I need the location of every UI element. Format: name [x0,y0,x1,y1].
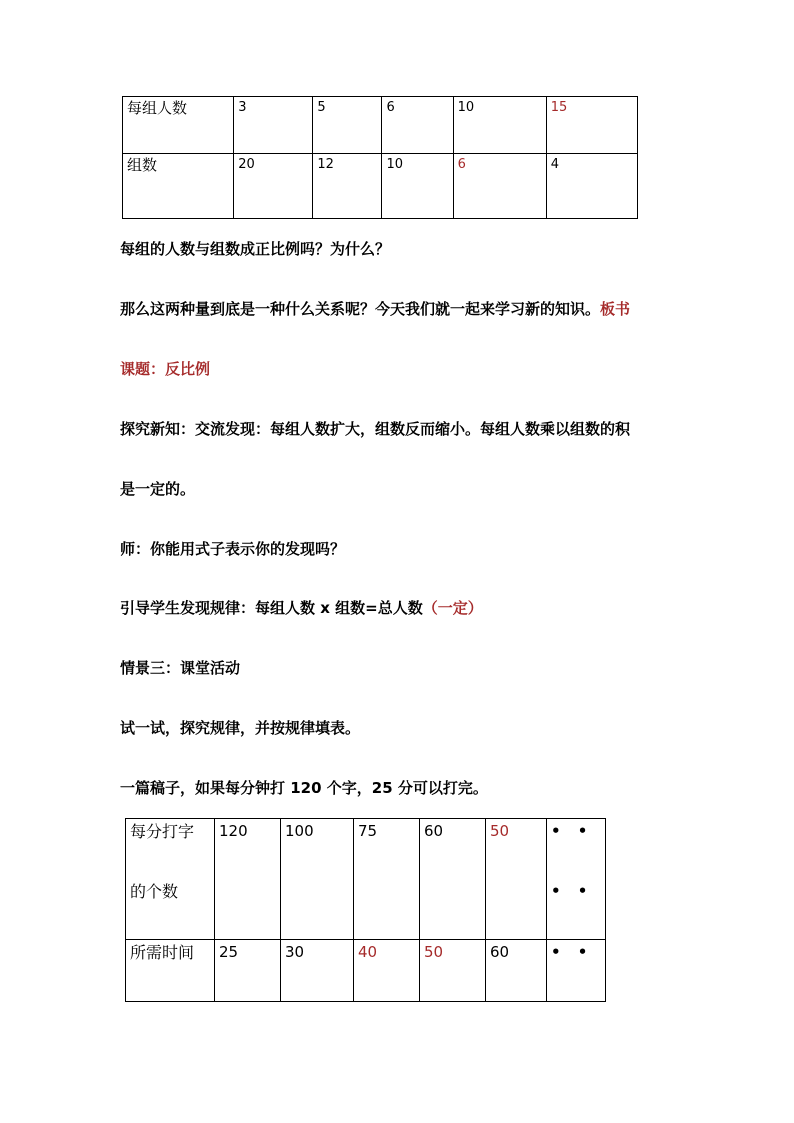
table-row [123,97,638,154]
paragraph-question: 每组的人数与组数成正比例吗？为什么？ [120,240,391,258]
table-cell: 30 [281,940,354,1002]
table-cell: 100 [281,819,354,940]
table-cell: 25 [215,940,281,1002]
table-header-cell [126,819,215,940]
table-cell: 15 [546,97,637,154]
table-cell: 60 [420,819,486,940]
paragraph-rule-red: （一定） [422,599,483,617]
paragraph-intro-text: 那么这两种量到底是一种什么关系呢？今天我们就一起来学习新的知识。 [120,300,601,318]
table-row [123,154,638,219]
table-cell-ellipsis: • • [547,940,606,1002]
table-cell: 75 [354,819,420,940]
table-cell: 60 [486,940,547,1002]
table-cell: 40 [354,940,420,1002]
group-size-table [122,96,638,219]
table-cell: 10 [453,97,546,154]
table-cell: 5 [313,97,382,154]
paragraph-rule-text: 引导学生发现规律：每组人数 x 组数=总人数 [120,599,423,617]
paragraph-rule [120,598,483,618]
paragraph-try: 试一试，探究规律，并按规律填表。 [120,719,361,737]
table-cell: 120 [215,819,281,940]
lesson-title: 课题：反比例 [120,360,211,378]
paragraph-problem: 一篇稿子，如果每分钟打 120 个字，25 分可以打完。 [120,779,488,797]
table-cell: 4 [546,154,637,219]
section-heading: 情景三：课堂活动 [120,659,241,677]
ellipsis-line: • • [551,822,594,840]
table-cell: 6 [453,154,546,219]
paragraph-teacher: 师：你能用式子表示你的发现吗？ [120,540,346,558]
paragraph-explore-cont: 是一定的。 [120,480,196,498]
table-row [126,940,606,1002]
typing-rate-table [125,818,606,1002]
header-line: 的个数 [130,882,179,901]
header-line: 每分打字 [130,822,195,841]
table-header-cell: 每组人数 [123,97,234,154]
table-cell: 3 [234,97,313,154]
table-cell-ellipsis [547,819,606,940]
paragraph-intro-red: 板书 [600,300,631,318]
table-cell: 6 [382,97,453,154]
table-cell: 10 [382,154,453,219]
table-cell: 50 [486,819,547,940]
paragraph-intro [120,299,630,319]
table-header-cell: 所需时间 [126,940,215,1002]
ellipsis-line: • • [551,882,594,900]
table-cell: 20 [234,154,313,219]
table-row [126,819,606,940]
table-cell: 50 [420,940,486,1002]
table-cell: 12 [313,154,382,219]
paragraph-explore: 探究新知：交流发现：每组人数扩大，组数反而缩小。每组人数乘以组数的积 [120,420,631,438]
table-header-cell: 组数 [123,154,234,219]
